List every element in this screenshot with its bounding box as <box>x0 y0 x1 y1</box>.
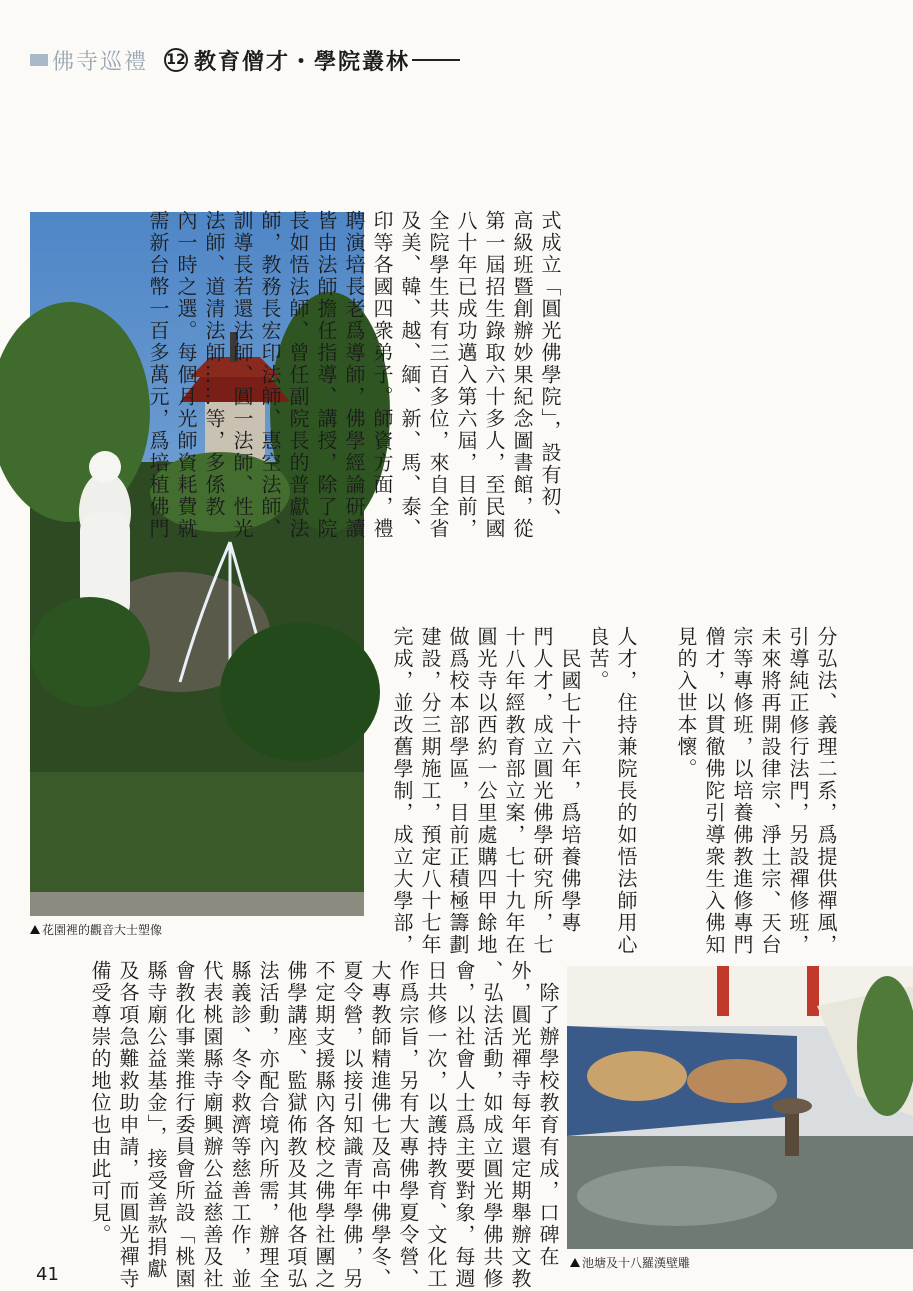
caption-pond-text: 池塘及十八羅漢壁雕 <box>582 1256 691 1270</box>
running-header <box>30 40 590 80</box>
caption-pond <box>570 1254 690 1271</box>
article-column-3: 分弘法、義理二系，爲提供禪風， 引導純正修行法門，另設禪修班， 未來將再開設律宗、淨土宗、天台 宗等專修班，以培養佛教進修專門 僧才，以貫徹佛陀引導衆生入佛知 見的入世本懷。 <box>674 626 838 956</box>
caption-guanyin-text: 花園裡的觀音大士塑像 <box>42 923 163 937</box>
article-column-1: 式成立「圓光佛學院」，設有初、 高級班暨創辦妙果紀念圖書館，從 第一屆招生錄取六十多人，至民國 八十年已成功邁入第六屆，目前， 全院學生共有三百多位，來自全省 及美、韓、越、緬、新、馬、泰、 印等各國四衆弟子。師資方面，禮 聘演培長老爲導師，佛學經論研讀 皆由法師擔任指導、講授，除了院 長如悟法師、曾任副院長的普獻法 師，教務長宏印法師、惠空法師、 訓導長若還法師、圓一法師、性光 法師、道清法師……等，多係教 內一時之選。每個月光師資耗費就 需新台幣一百多萬元，爲培植佛門 <box>146 210 562 540</box>
caption-guanyin <box>30 921 162 938</box>
header-color-bar <box>30 54 48 66</box>
chapter-title: 教育僧才・學院叢林 <box>194 49 411 75</box>
caption-triangle-icon <box>30 925 40 934</box>
caption-triangle-icon <box>570 1258 580 1267</box>
article-column-4: 除了辦學校教育有成，口碑在 外，圓光禪寺每年還定期舉辦文教 、弘法活動，如成立圓光學佛共修 會，以社會人士爲主要對象，每週 日共修一次，以護持教育、文化工 作爲宗旨，另有大專佛學夏令營、 大專教師精進佛七及高中佛學冬、 夏令營，以接引知識青年學佛，另 不定期支援縣內各校之佛學社團之 佛學講座、監獄佈教及其他各項弘 法活動，亦配合境內所需，辦理全 縣義診、冬令救濟等慈善工作，並 代表桃園縣寺廟興辦公益慈善及社 會教化事業推行委員會所設「桃園 縣寺廟公益基金」，接受善款捐獻 及各項急難救助申請，而圓光禪寺 備受尊崇的地位也由此可見。 <box>88 960 560 1290</box>
episode-number-badge: 12 <box>164 48 188 72</box>
header-rule <box>412 59 460 61</box>
series-title: 佛寺巡禮 <box>52 49 149 75</box>
article-column-2: 人才，住持兼院長的如悟法師用心 良苦。 民國七十六年，爲培養佛學專 門人才，成立圓光佛學研究所，七 十八年經教育部立案，七十九年在 圓光寺以西約一公里處購四甲餘地 做爲校本部學區，目前正積極籌劃 建設，分三期施工，預定八十七年 完成，並改舊學制，成立大學部， <box>390 626 638 956</box>
pond-arhat-mural-photo <box>567 966 913 1249</box>
page-number: 41 <box>36 1264 59 1285</box>
